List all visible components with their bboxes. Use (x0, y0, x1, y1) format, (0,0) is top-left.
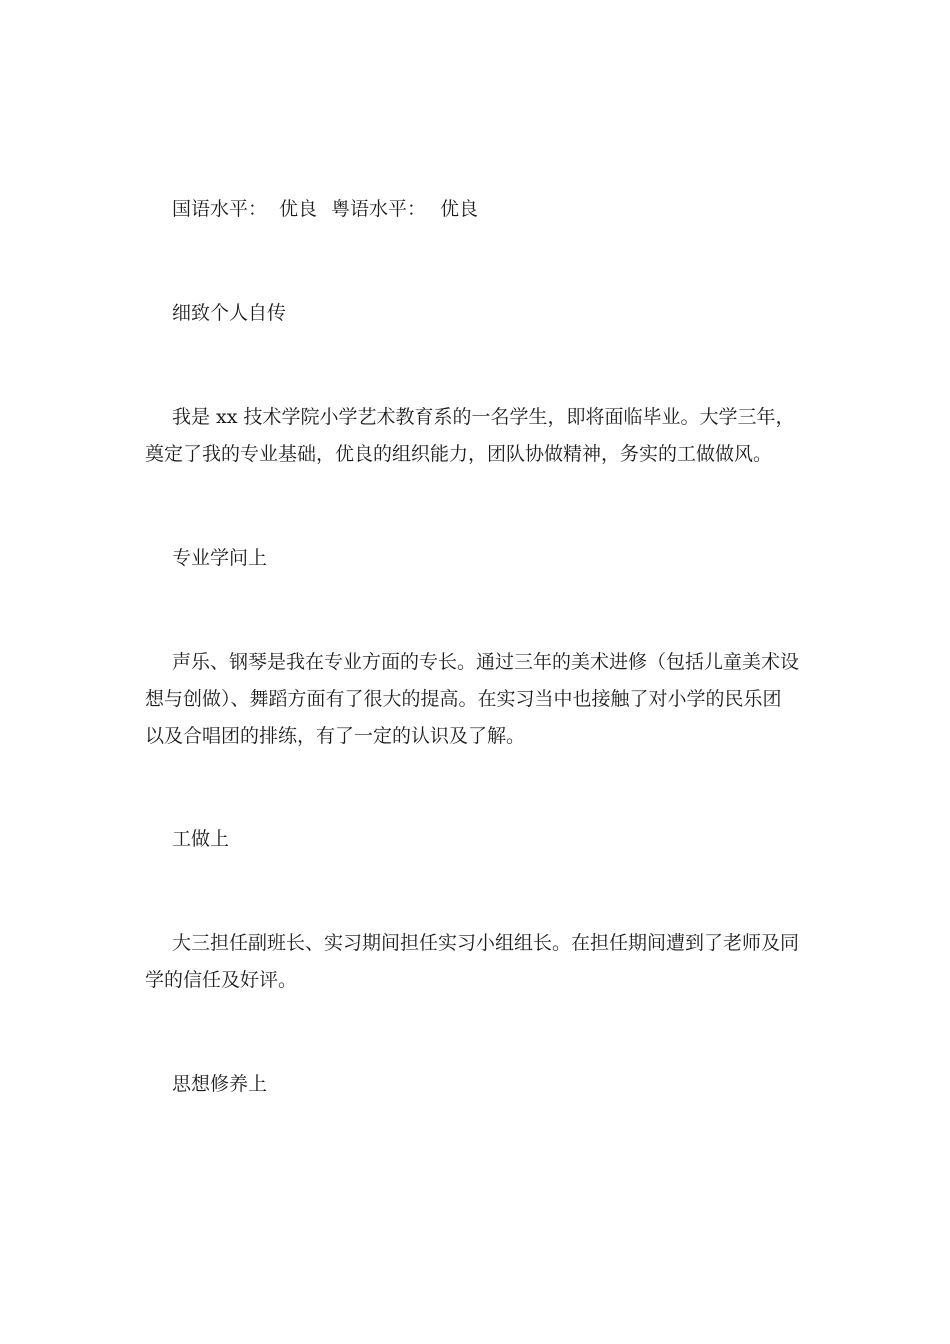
professional-paragraph-line-1: 声乐、钢琴是我在专业方面的专长。通过三年的美术进修（包括儿童美术设 (172, 651, 800, 673)
professional-heading: 专业学问上 (172, 547, 268, 569)
cantonese-value: 优良 (440, 198, 479, 220)
work-heading: 工做上 (172, 828, 230, 850)
ideology-heading: 思想修养上 (172, 1073, 268, 1095)
intro-paragraph-line-1: 我是 xx 技术学院小学艺术教育系的一名学生，即将面临毕业。大学三年， (172, 406, 795, 428)
cantonese-label: 粤语水平： (331, 198, 427, 220)
professional-paragraph-line-3: 以及合唱团的排练，有了一定的认识及了解。 (145, 725, 526, 747)
language-proficiency-row (172, 194, 478, 221)
mandarin-label: 国语水平： (172, 198, 268, 220)
autobiography-heading: 细致个人自传 (172, 302, 287, 324)
mandarin-value: 优良 (279, 198, 318, 220)
work-paragraph-line-1: 大三担任副班长、实习期间担任实习小组组长。在担任期间遭到了老师及同 (172, 932, 800, 954)
work-paragraph-line-2: 学的信任及好评。 (145, 969, 298, 991)
intro-paragraph-line-2: 奠定了我的专业基础，优良的组织能力，团队协做精神，务实的工做做风。 (145, 443, 773, 465)
professional-paragraph-line-2: 想与创做）、舞蹈方面有了很大的提高。在实习当中也接触了对小学的民乐团 (145, 688, 782, 710)
